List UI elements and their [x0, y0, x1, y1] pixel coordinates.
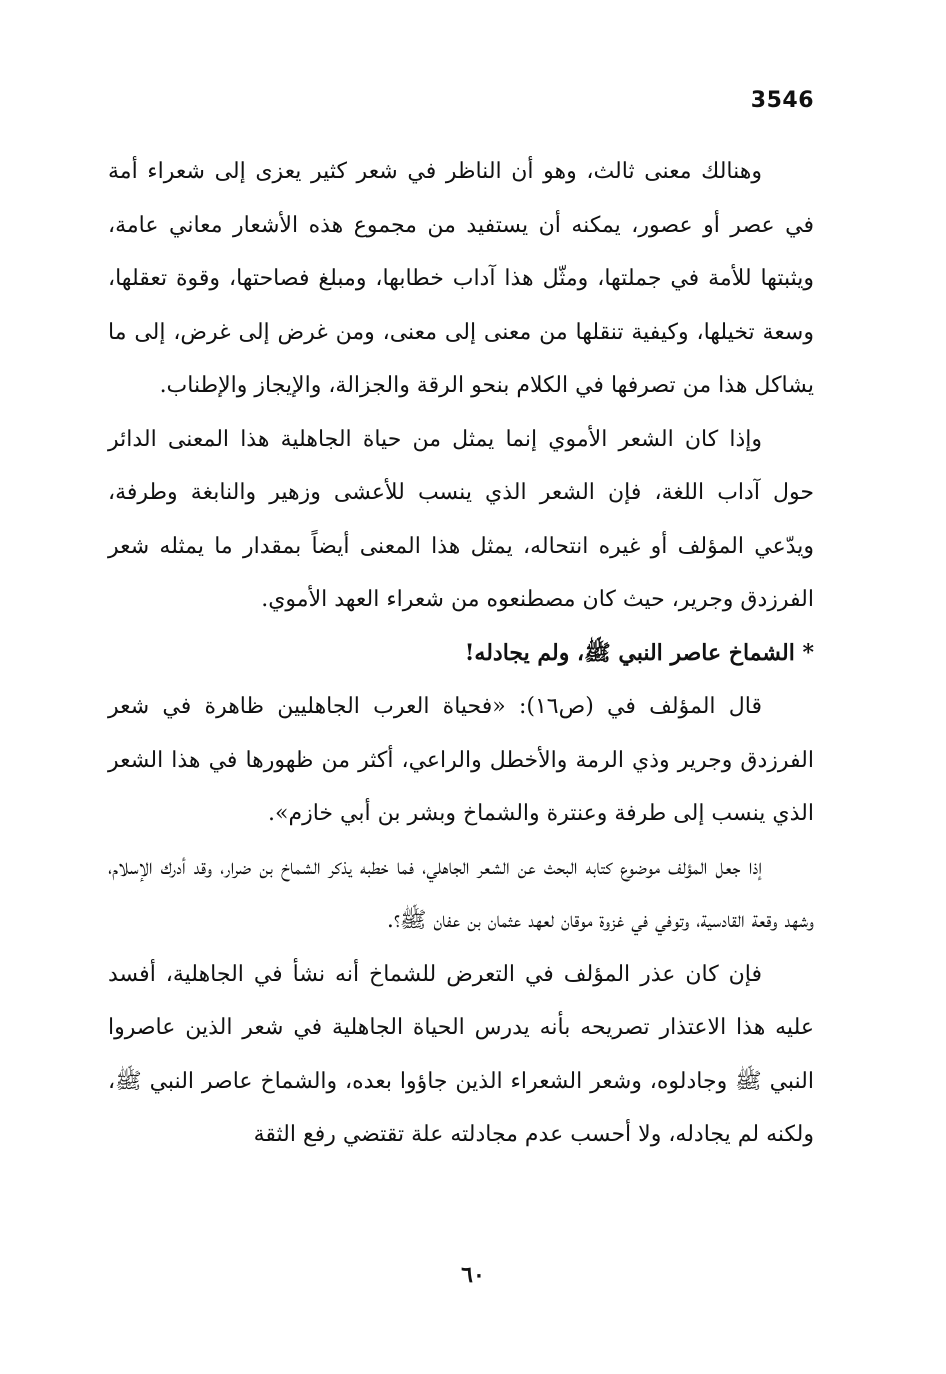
section-subheading: * الشماخ عاصر النبي ﷺ، ولم يجادله!	[464, 639, 814, 666]
paragraph: وإذا كان الشعر الأموي إنما يمثل من حياة الجاهلية هذا المعنى الدائر حول آداب اللغة، فإن الشعر الذي ينسب للأعشى وزهير والنابغة وطرفة، ويدّعي المؤلف أو غيره انتحاله، يمثل هذا المعنى أيضاً بمقدار ما يمثله شعر الفرزدق وجرير، حيث كان مصطنعوه من شعراء العهد الأموي.	[108, 426, 814, 612]
paragraph: وهنالك معنى ثالث، وهو أن الناظر في شعر كثير يعزى إلى شعراء أمة في عصر أو عصور، يمكنه أن يستفيد من مجموع هذه الأشعار معاني عامة، ويثبتها للأمة في جملتها، ومثّل هذا آداب خطابها، ومبلغ فصاحتها، وقوة تعقلها، وسعة تخيلها، وكيفية تنقلها من معنى إلى معنى، ومن غرض إلى غرض، إلى ما يشاكل هذا من تصرفها في الكلام بنحو الرقة والجزالة، والإيجاز والإطناب.	[108, 159, 814, 398]
paragraph: إذا جعل المؤلف موضوع كتابه البحث عن الشعر الجاهلي، فما خطبه يذكر الشماخ بن ضرار، وقد أدرك الإسلام، وشهد وقعة القادسية، وتوفي في غزوة موقان لعهد عثمان بن عفان ﷺ؟.	[108, 854, 814, 933]
page-body	[108, 145, 814, 1162]
paragraph: فإن كان عذر المؤلف في التعرض للشماخ أنه نشأ في الجاهلية، أفسد عليه هذا الاعتذار تصريحه بأنه يدرس الحياة الجاهلية في شعر الذين عاصروا النبي ﷺ وجادلوه، وشعر الشعراء الذين جاؤوا بعده، والشماخ عاصر النبي ﷺ، ولكنه لم يجادله، ولا أحسب عدم مجادلته علة تقتضي رفع الثقة	[108, 961, 814, 1147]
paragraph: قال المؤلف في (ص١٦): «فحياة العرب الجاهليين ظاهرة في شعر الفرزدق وجرير وذي الرمة والأخطل والراعي، أكثر من ظهورها في هذا الشعر الذي ينسب إلى طرفة وعنترة والشماخ وبشر بن أبي خازم».	[108, 694, 814, 826]
page-id-number: 3546	[750, 88, 814, 113]
page-number: ٦٠	[461, 1262, 485, 1288]
